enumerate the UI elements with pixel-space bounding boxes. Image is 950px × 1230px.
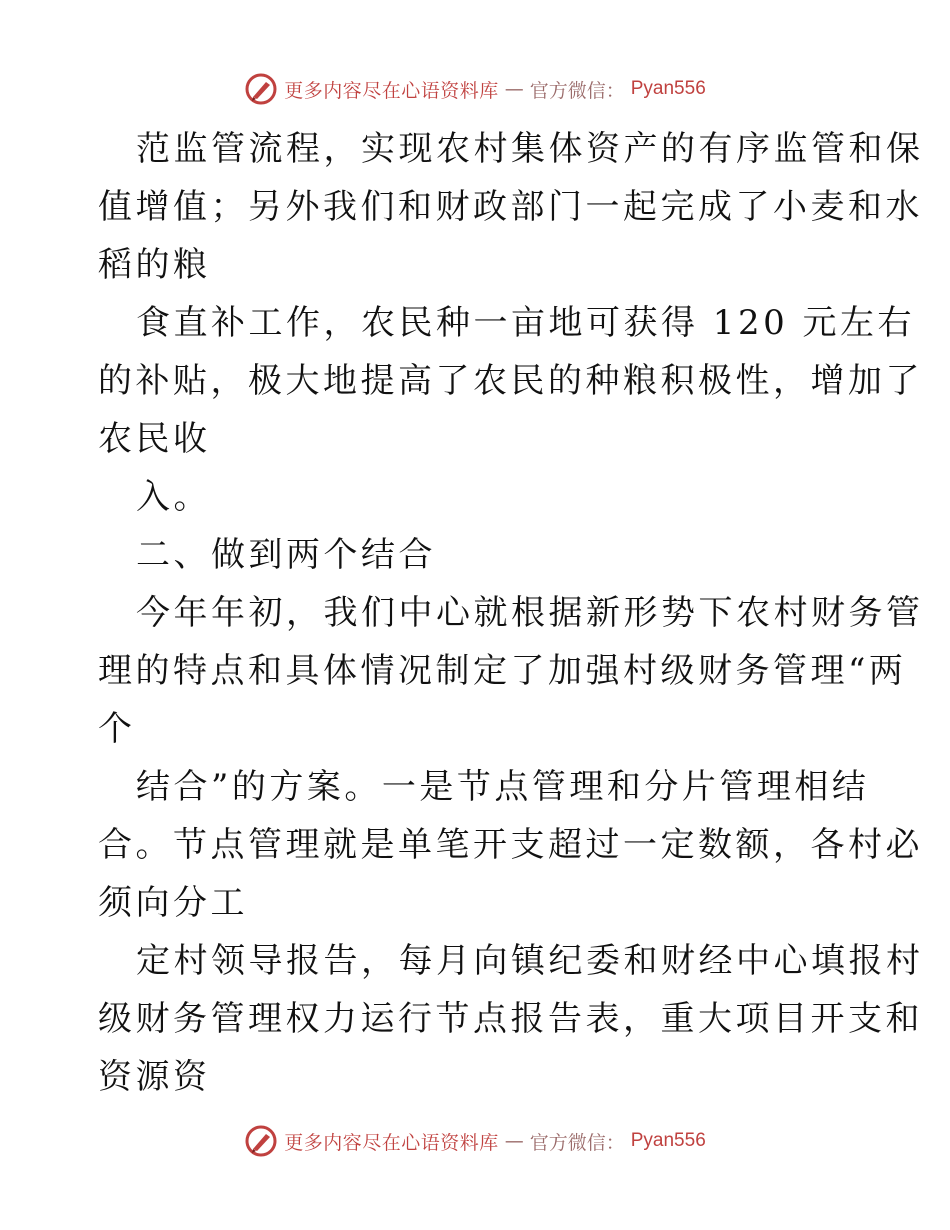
watermark-wechat-id: Pyan556 — [630, 78, 706, 99]
text-line: 的补贴，极大地提高了农民的种粮积极性，增加了 — [98, 361, 923, 401]
text-line: 须向分工 — [98, 883, 248, 923]
watermark-dash: — — [504, 1130, 524, 1152]
watermark-text: 更多内容尽在心语资料库 — [284, 79, 499, 102]
text-line: 今年年初，我们中心就根据新形势下农村财务管 — [136, 593, 924, 633]
watermark-text: 更多内容尽在心语资料库 — [284, 1131, 499, 1154]
text-line: 值增值；另外我们和财政部门一起完成了小麦和水 — [98, 187, 923, 227]
text-line: 定村领导报告，每月向镇纪委和财经中心填报村 — [136, 941, 924, 981]
text-line: 资源资 — [98, 1057, 211, 1097]
watermark-wechat-label: 官方微信： — [529, 1131, 625, 1154]
text-line: 合。节点管理就是单笔开支超过一定数额，各村必 — [98, 825, 923, 865]
text-line: 级财务管理权力运行节点报告表，重大项目开支和 — [98, 999, 923, 1039]
watermark-wechat-id: Pyan556 — [630, 1130, 706, 1151]
text-line: 个 — [98, 709, 136, 749]
text-line: 入。 — [136, 477, 211, 517]
text-line: 范监管流程，实现农村集体资产的有序监管和保 — [136, 129, 924, 169]
watermark-dash: — — [504, 78, 524, 100]
pen-circle-logo-icon — [244, 1124, 278, 1158]
pen-circle-logo-icon — [244, 72, 278, 106]
text-line: 二、做到两个结合 — [136, 535, 436, 575]
footer-watermark — [0, 1124, 950, 1158]
text-line: 食直补工作，农民种一亩地可获得 120 元左右 — [136, 303, 916, 343]
document-body — [98, 120, 924, 1106]
text-line: 稻的粮 — [98, 245, 211, 285]
text-line: 结合”的方案。一是节点管理和分片管理相结 — [136, 767, 870, 807]
watermark-wechat-label: 官方微信： — [529, 79, 625, 102]
header-watermark — [0, 72, 950, 106]
text-line: 理的特点和具体情况制定了加强村级财务管理“两 — [98, 651, 907, 691]
text-line: 农民收 — [98, 419, 211, 459]
